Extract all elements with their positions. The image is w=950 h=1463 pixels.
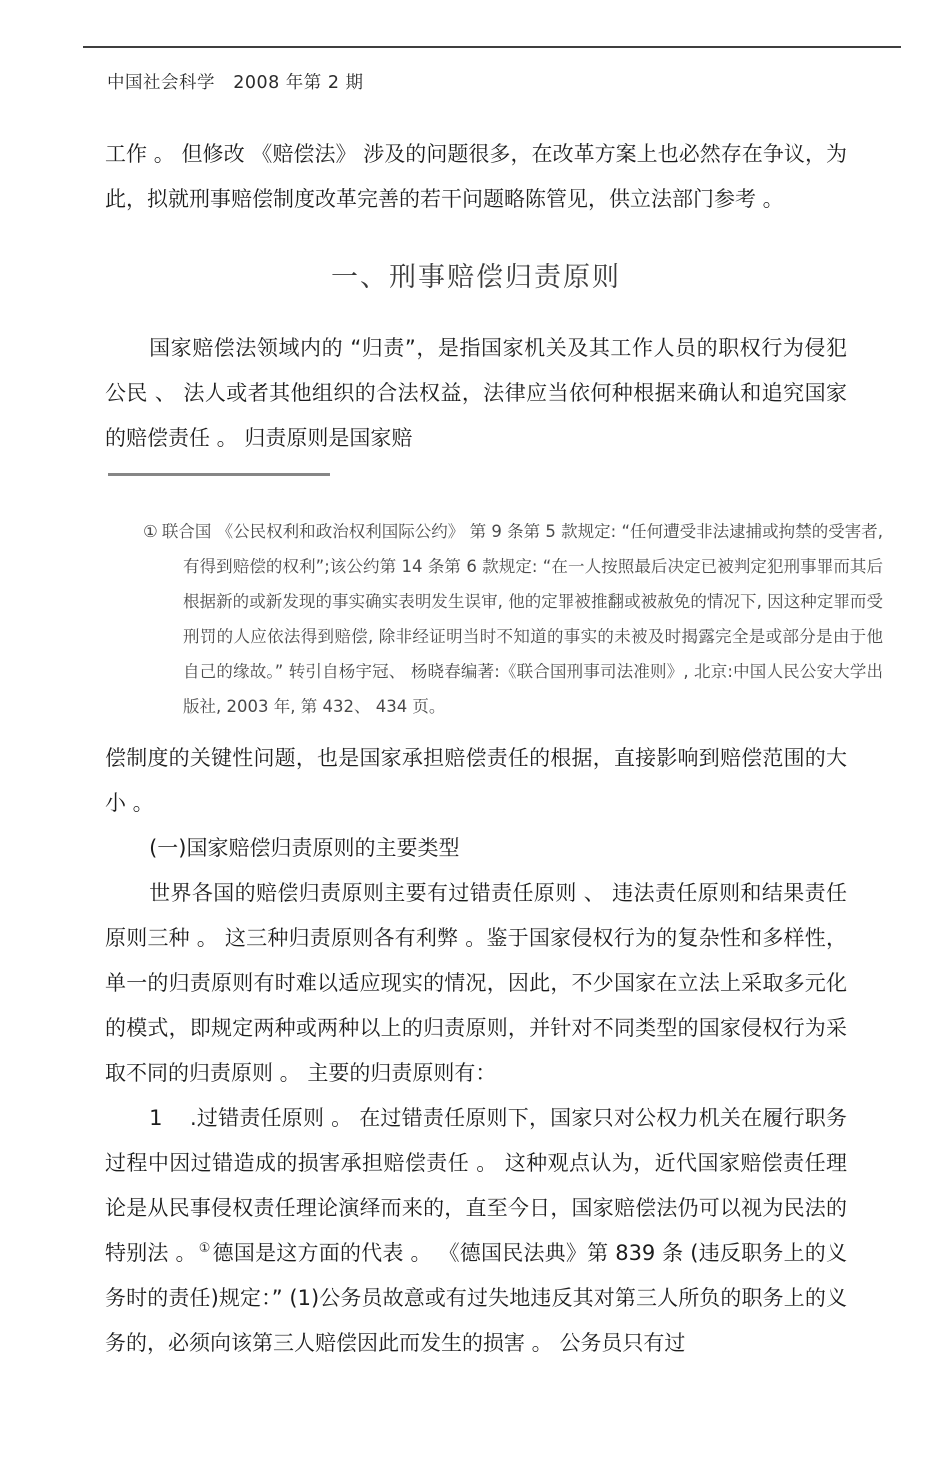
paragraph-item-one [105,1096,847,1366]
footnote-marker: ① [143,522,158,541]
paragraph-item-one-part-a: 1 .过错责任原则 。 在过错责任原则下，国家只对公权力机关在履行职务过程中因过错造成的损害承担赔偿责任 。 这种观点认为，近代国家赔偿责任理论是从民事侵权责任理论演绎而来的，直至今日，国家赔偿法仍可以视为民法的特别法 。 [105,1106,847,1265]
paragraph-principle-types: 世界各国的赔偿归责原则主要有过错责任原则 、 违法责任原则和结果责任原则三种 。 这三种归责原则各有利弊 。鉴于国家侵权行为的复杂性和多样性，单一的归责原则有时难以适应现实的情况，因此，不少国家在立法上采取多元化的模式，即规定两种或两种以上的归责原则，并针对不同类型的国家侵权行为采取不同的归责原则 。 主要的归责原则有： [105,881,847,1085]
subheading-one: (一)国家赔偿归责原则的主要类型 [149,836,460,860]
running-head: 中国社会科学 2008 年第 2 期 [107,73,364,93]
page-body-column [105,132,889,1366]
paragraph-item-one-part-b: 德国是这方面的代表 。 《德国民法典》第 839 条 (违反职务上的义务时的责任)规定：” (1)公务员故意或有过失地违反其对第三人所负的职务上的义务的，必须向该第三人赔偿因此而发生的损害 。 公务员只有过 [105,1241,847,1355]
paragraph-guize-intro: 国家赔偿法领域内的 “归责”，是指国家机关及其工作人员的职权行为侵犯公民 、 法人或者其他组织的合法权益，法律应当依何种根据来确认和追究国家的赔偿责任 。 归责原则是国家赔 [105,336,847,450]
section-heading: 一、刑事赔偿归责原则 [331,262,621,293]
footnote-item [143,514,889,724]
footnote-reference-icon[interactable]: ① [198,1241,211,1256]
spacer [105,724,847,736]
paragraph-guize-continued: 偿制度的关键性问题，也是国家承担赔偿责任的根据，直接影响到赔偿范围的大小 。 [105,746,847,815]
paragraph-continuation: 工作 。 但修改 《赔偿法》 涉及的问题很多，在改革方案上也必然存在争议，为此，拟就刑事赔偿制度改革完善的若干问题略陈管见，供立法部门参考 。 [105,142,847,211]
footnote-block [105,461,889,724]
footnote-separator-rule [108,473,330,476]
header-rule [83,46,901,48]
footnote-text: 联合国 《公民权利和政治权利国际公约》 第 9 条第 5 款规定: “任何遭受非法逮捕或拘禁的受害者, 有得到赔偿的权利”;该公约第 14 条第 6 款规定: “在一人按照最后决定已被判定犯刑事罪而其后根据新的或新发现的事实确实表明发生误审, 他的定罪被推翻或被赦免的情况下, 因这种定罪而受刑罚的人应依法得到赔偿, 除非经证明当时不知道的事实的未被及时揭露完全是或部分是由于他自己的缘故。” 转引自杨宇冠、 杨晓春编著:《联合国刑事司法准则》, 北京:中国人民公安大学出版社, 2003 年, 第 432、 434 页。 [161,522,889,716]
